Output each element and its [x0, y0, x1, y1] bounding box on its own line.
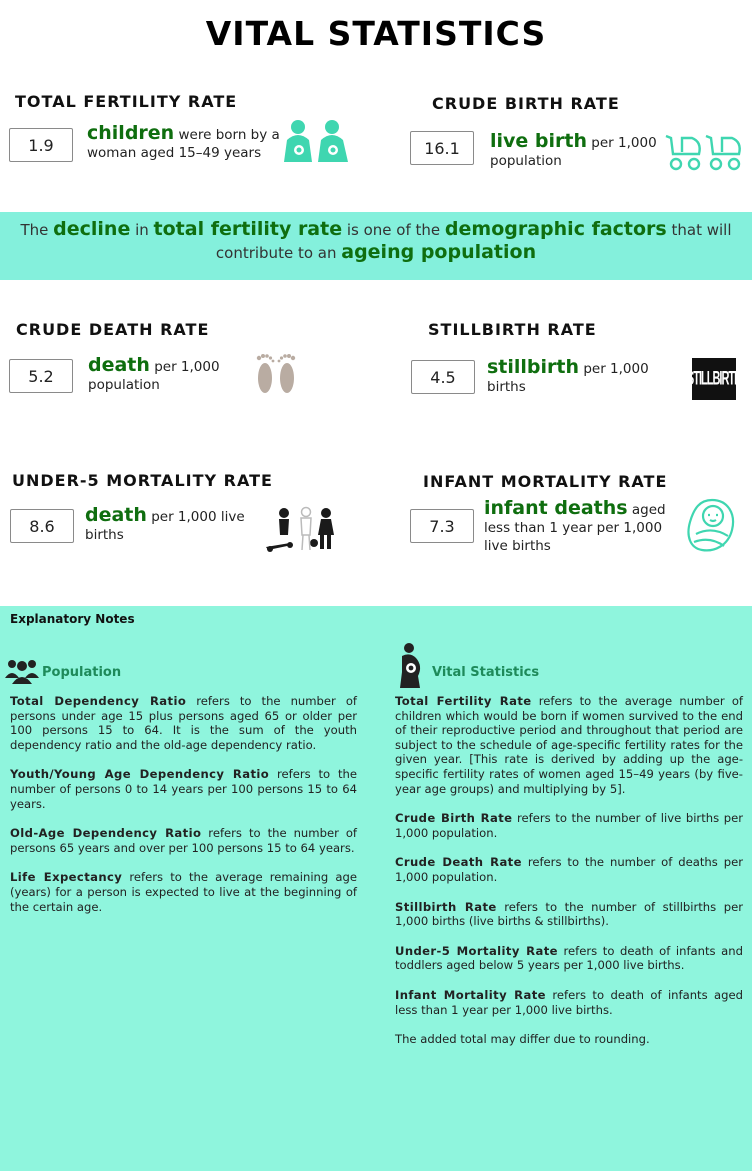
population-heading: Population — [42, 665, 122, 680]
children-playing-icon — [264, 505, 340, 557]
vital-stats-heading: Vital Statistics — [432, 665, 540, 680]
explanatory-notes — [0, 606, 752, 1171]
banner-keyword: demographic factors — [444, 218, 667, 240]
note-item — [395, 944, 743, 973]
cbr-title: CRUDE BIRTH RATE — [432, 94, 620, 113]
banner-keyword: decline — [53, 218, 131, 240]
banner-text — [10, 218, 742, 264]
banner-text-part: is one of the — [342, 221, 445, 239]
banner-keyword: ageing population — [341, 241, 537, 263]
rounding-footnote: The added total may differ due to rounding. — [395, 1032, 650, 1047]
cdr-value: 5.2 — [9, 359, 73, 393]
note-item — [10, 826, 357, 855]
note-term: Total Dependency Ratio — [10, 694, 187, 708]
note-term: Infant Mortality Rate — [395, 987, 546, 1002]
imr-value: 7.3 — [410, 509, 474, 543]
note-definition: refers to the number of persons under age 15 plus persons aged 65 or older per 100 persons 15 to 64. It is the sum of the youth dependency ratio and the old-age dependency ratio. — [10, 694, 357, 752]
u5mr-description — [85, 506, 265, 544]
note-term: Life Expectancy — [10, 870, 123, 885]
banner-text-part: The — [20, 221, 54, 239]
stillbirth-icon-text: STILLBIRTH — [686, 368, 742, 390]
note-item — [395, 988, 743, 1017]
note-item — [395, 694, 743, 796]
page-title: VITAL STATISTICS — [205, 14, 547, 53]
u5mr-keyword: death — [85, 504, 147, 526]
tfr-rest: were born by a woman aged 15–49 years — [87, 127, 280, 161]
stillbirth-icon — [686, 358, 742, 400]
note-term: Old-Age Dependency Ratio — [10, 826, 202, 841]
sbr-rest: per 1,000 births — [487, 361, 649, 395]
cdr-rest: per 1,000 population — [88, 359, 220, 393]
note-definition: refers to the average remaining age (years) for a person is expected to live at the beginning of the certain age. — [10, 870, 357, 914]
imr-description — [484, 499, 679, 555]
tfr-description — [87, 124, 287, 162]
u5mr-rest: per 1,000 live births — [85, 509, 245, 543]
cdr-title: CRUDE DEATH RATE — [16, 320, 210, 339]
sbr-description — [487, 358, 667, 396]
vital-notes-list — [395, 694, 743, 1062]
note-definition: refers to death of infants aged less than 1 year per 1,000 live births. — [395, 987, 743, 1017]
note-definition: refers to the number of stillbirths per 1,000 births (live births & stillbirths). — [395, 899, 743, 929]
pregnant-women-icon — [282, 118, 356, 174]
note-definition: refers to the number of persons 0 to 14 years per 100 persons 15 to 64 years. — [10, 767, 357, 811]
note-term: Under-5 Mortality Rate — [395, 943, 558, 958]
imr-keyword: infant deaths — [484, 497, 628, 519]
sbr-value: 4.5 — [411, 360, 475, 394]
imr-rest: aged less than 1 year per 1,000 live births — [484, 502, 666, 554]
population-notes-list — [10, 694, 357, 929]
u5mr-title: UNDER-5 MORTALITY RATE — [12, 471, 273, 490]
banner-text-part: that will contribute to an — [215, 221, 732, 262]
cbr-value: 16.1 — [410, 131, 474, 165]
note-definition: refers to the number of deaths per 1,000 population. — [395, 855, 743, 884]
baby-stroller-icon — [662, 128, 748, 178]
note-term: Crude Death Rate — [395, 855, 522, 870]
note-item — [395, 855, 743, 884]
cdr-keyword: death — [88, 354, 150, 376]
note-definition: refers to the number of persons 65 years and over per 100 persons 15 to 64 years. — [10, 826, 357, 855]
note-definition: refers to the average number of children which would be born if women survived to the end of their reproductive period and throughout that period are subject to the schedule of age-specific fertility rates for the given year. [This rate is derived by adding up the age-specific fertility rates of women aged 15–49 years (by five-year age groups) and multiplying by 5]. — [395, 694, 743, 796]
swaddled-baby-icon — [686, 496, 738, 558]
cbr-description — [490, 132, 665, 170]
cbr-rest: per 1,000 population — [490, 135, 657, 169]
ageing-banner — [0, 212, 752, 280]
note-item — [10, 767, 357, 811]
cdr-description — [88, 356, 253, 394]
pregnant-woman-icon — [396, 642, 424, 696]
imr-title: INFANT MORTALITY RATE — [423, 472, 668, 491]
tfr-keyword: children — [87, 122, 175, 144]
note-item — [395, 811, 743, 840]
notes-title: Explanatory Notes — [10, 612, 135, 626]
note-term: Youth/Young Age Dependency Ratio — [10, 767, 270, 782]
banner-text-part: in — [130, 221, 154, 239]
note-item — [10, 694, 357, 752]
u5mr-value: 8.6 — [10, 509, 74, 543]
note-term: Total Fertility Rate — [395, 694, 532, 708]
sbr-title: STILLBIRTH RATE — [428, 320, 597, 339]
note-definition: refers to death of infants and toddlers aged below 5 years per 1,000 live births. — [395, 943, 743, 973]
sbr-keyword: stillbirth — [487, 356, 580, 378]
people-group-icon — [4, 656, 40, 690]
cbr-keyword: live birth — [490, 130, 588, 152]
note-term: Crude Birth Rate — [395, 811, 513, 826]
note-term: Stillbirth Rate — [395, 899, 497, 914]
footprints-icon — [251, 350, 301, 406]
tfr-value: 1.9 — [9, 128, 73, 162]
banner-keyword: total fertility rate — [153, 218, 343, 240]
note-item — [395, 900, 743, 929]
tfr-title: TOTAL FERTILITY RATE — [15, 92, 238, 111]
note-definition: refers to the number of live births per 1,000 population. — [395, 811, 743, 840]
note-item — [10, 870, 357, 914]
